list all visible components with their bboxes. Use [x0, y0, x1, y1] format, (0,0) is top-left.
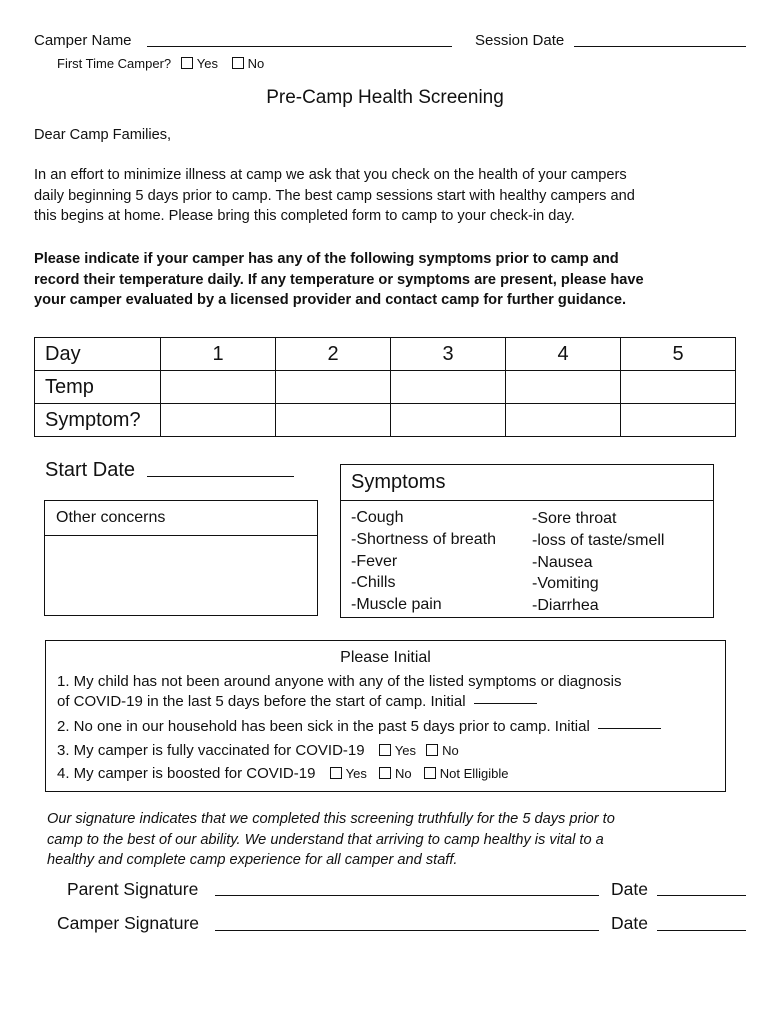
table-row-day [35, 338, 736, 371]
camper-date-field[interactable] [657, 930, 746, 931]
start-date-label: Start Date [45, 459, 136, 481]
signature-statement-line: camp to the best of our ability. We understand that arriving to camp healthy is vital to a [47, 831, 604, 848]
symptoms-box [340, 464, 714, 618]
symptom-item: -Chills [351, 574, 396, 592]
temp-cell-day-3[interactable] [391, 371, 506, 404]
day-4-header: 4 [506, 338, 621, 371]
initial-item-3 [57, 742, 459, 759]
initial-2-field[interactable] [598, 728, 661, 729]
greeting: Dear Camp Families, [34, 127, 172, 143]
day-5-header: 5 [621, 338, 736, 371]
symptom-cell-day-1[interactable] [161, 404, 276, 437]
signature-statement [47, 809, 737, 871]
instruction-line: your camper evaluated by a licensed provider and contact camp for further guidance. [34, 292, 627, 308]
intro-line: this begins at home. Please bring this completed form to camp to your check-in day. [34, 208, 575, 224]
symptom-item: -loss of taste/smell [532, 531, 665, 549]
other-concerns-label: Other concerns [56, 509, 166, 526]
symptom-item: -Cough [351, 509, 404, 526]
intro-paragraph [34, 165, 734, 227]
day-1-header: 1 [161, 338, 276, 371]
vaccinated-yes-label: Yes [394, 743, 416, 758]
symptoms-left-list [351, 507, 496, 616]
boosted-yes-checkbox[interactable] [330, 767, 342, 779]
initial-item-1-line [57, 692, 622, 712]
symptom-cell-day-4[interactable] [506, 404, 621, 437]
initial-item-1-text: of COVID-19 in the last 5 days before the start of camp. Initial [57, 693, 466, 710]
initial-box-title: Please Initial [340, 649, 431, 666]
temp-cell-day-2[interactable] [276, 371, 391, 404]
row-label-temp: Temp [35, 371, 161, 404]
temp-cell-day-1[interactable] [161, 371, 276, 404]
initial-item-4-text: 4. My camper is boosted for COVID-19 [57, 765, 316, 782]
boosted-yes-label: Yes [345, 766, 367, 781]
parent-signature-field[interactable] [215, 895, 599, 896]
camper-signature-label: Camper Signature [57, 913, 200, 933]
parent-date-label: Date [611, 879, 648, 899]
signature-statement-line: healthy and complete camp experience for all camper and staff. [47, 852, 458, 868]
page-title: Pre-Camp Health Screening [266, 87, 504, 108]
symptom-item: -Shortness of breath [351, 530, 496, 548]
first-time-camper-row [57, 56, 264, 71]
other-concerns-box [44, 500, 318, 616]
signature-statement-line: Our signature indicates that we completed this screening truthfully for the 5 days prior to [47, 811, 615, 827]
temp-cell-day-5[interactable] [621, 371, 736, 404]
intro-line: daily beginning 5 days prior to camp. The best camp sessions start with healthy campers and [34, 187, 635, 204]
first-time-no-checkbox[interactable] [232, 57, 244, 69]
instruction-line: Please indicate if your camper has any of the following symptoms prior to camp and [34, 251, 619, 267]
boosted-not-eligible-checkbox[interactable] [424, 767, 436, 779]
symptom-item: -Nausea [532, 553, 593, 571]
other-concerns-divider [45, 535, 317, 536]
table-row-temp [35, 371, 736, 404]
temperature-table [34, 337, 736, 437]
vaccinated-no-label: No [442, 743, 459, 758]
instruction-paragraph [34, 249, 734, 311]
symptom-item: -Muscle pain [351, 596, 442, 614]
initial-1-field[interactable] [474, 703, 537, 704]
parent-signature-label: Parent Signature [67, 879, 199, 899]
other-concerns-input[interactable] [45, 537, 317, 615]
initial-item-2 [57, 718, 661, 735]
vaccinated-yes-checkbox[interactable] [379, 744, 391, 756]
row-label-day: Day [35, 338, 161, 371]
intro-line: In an effort to minimize illness at camp we ask that you check on the health of your campers [34, 167, 627, 183]
first-time-no-label: No [247, 56, 265, 71]
symptom-item: -Vomiting [532, 575, 599, 593]
camper-signature-field[interactable] [215, 930, 599, 931]
initial-item-1-line: 1. My child has not been around anyone with any of the listed symptoms or diagnosis [57, 673, 622, 690]
vaccinated-no-checkbox[interactable] [426, 744, 438, 756]
row-label-symptom: Symptom? [35, 404, 161, 437]
parent-date-field[interactable] [657, 895, 746, 896]
symptom-cell-day-5[interactable] [621, 404, 736, 437]
symptom-cell-day-3[interactable] [391, 404, 506, 437]
initial-item-1 [57, 672, 622, 712]
initial-item-3-text: 3. My camper is fully vaccinated for COVID-19 [57, 742, 365, 759]
symptom-item: -Sore throat [532, 510, 617, 527]
first-time-yes-label: Yes [196, 56, 218, 71]
symptoms-divider [341, 500, 713, 501]
boosted-not-eligible-label: Not Elligible [439, 766, 509, 781]
first-time-yes-checkbox[interactable] [181, 57, 193, 69]
first-time-camper-label: First Time Camper? [57, 56, 172, 71]
session-date-label: Session Date [475, 32, 565, 49]
symptoms-right-list [532, 508, 664, 617]
symptoms-title: Symptoms [351, 471, 446, 493]
initial-box [45, 640, 726, 792]
boosted-no-label: No [395, 766, 412, 781]
initial-item-4 [57, 765, 508, 782]
symptom-item: -Fever [351, 552, 398, 570]
day-2-header: 2 [276, 338, 391, 371]
table-row-symptom [35, 404, 736, 437]
temp-cell-day-4[interactable] [506, 371, 621, 404]
instruction-line: record their temperature daily. If any temperature or symptoms are present, please have [34, 271, 644, 288]
session-date-field[interactable] [574, 46, 746, 47]
day-3-header: 3 [391, 338, 506, 371]
symptom-item: -Diarrhea [532, 597, 599, 615]
symptom-cell-day-2[interactable] [276, 404, 391, 437]
initial-item-2-text: 2. No one in our household has been sick in the past 5 days prior to camp. Initial [57, 718, 590, 735]
camper-date-label: Date [611, 913, 648, 933]
boosted-no-checkbox[interactable] [379, 767, 391, 779]
start-date-field[interactable] [147, 476, 294, 477]
camper-name-field[interactable] [147, 46, 452, 47]
camper-name-label: Camper Name [34, 32, 132, 49]
